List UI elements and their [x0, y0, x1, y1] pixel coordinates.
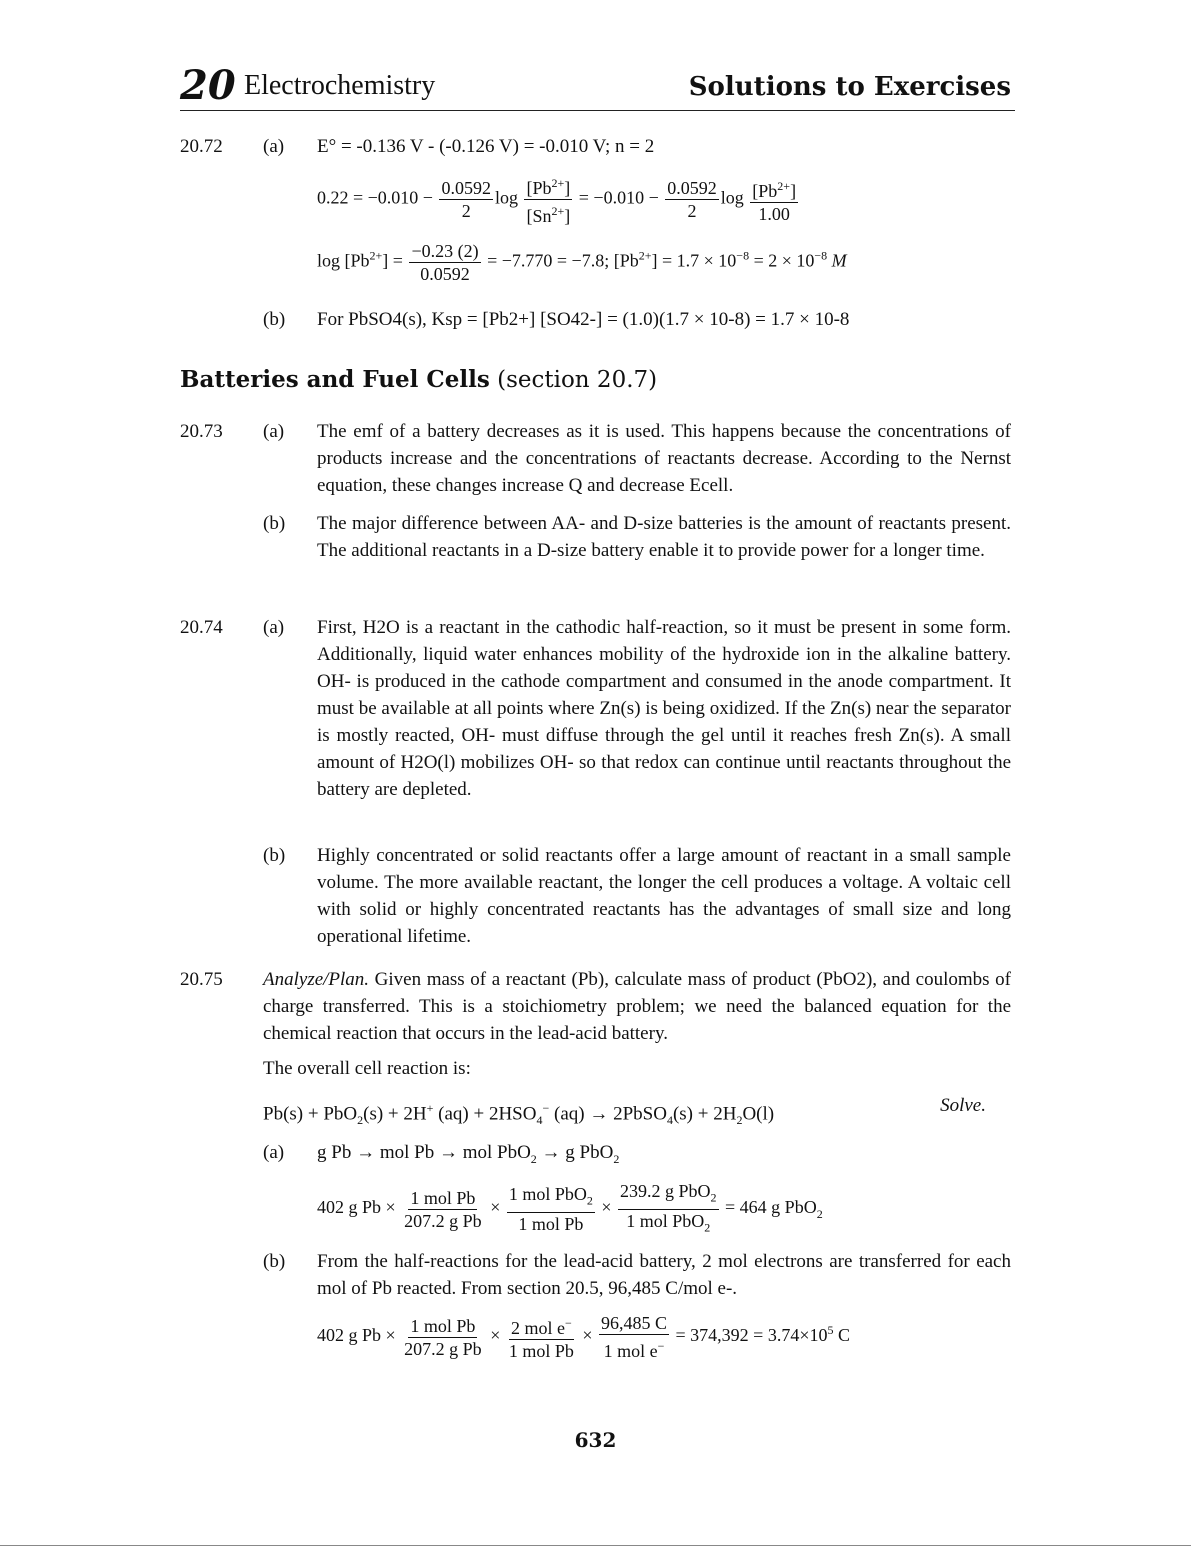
ex-20-75-a-path: g Pb → mol Pb → mol PbO$_2$ → g PbO$_2$	[317, 1142, 620, 1166]
exercise-number: 20.74	[180, 617, 223, 638]
part-label: (a)	[263, 617, 285, 638]
part-label: (a)	[263, 136, 285, 157]
part-label: (b)	[263, 309, 286, 330]
page-number: 632	[574, 1428, 617, 1452]
exercise-number: 20.72	[180, 136, 223, 157]
ex-20-75-b-text: From the half-reactions for the lead-acid battery, 2 mol electrons are transferred for each mol of Pb reacted. From section 20.5, 96,485 C/mol e-.	[317, 1251, 1011, 1299]
part-label: (b)	[263, 513, 286, 534]
solve-label: Solve.	[940, 1095, 986, 1116]
ex-20-74-a-text: First, H2O is a reactant in the cathodic half-reaction, so it must be present in some form. Additionally, liquid water enhances mobility of the hydroxide ion in the alkaline battery. OH- is produced in the cathode compartment and consumed in the anode compartment. It must be available at all points where Zn(s) is being oxidized. If the Zn(s) near the separator is mostly reacted, OH- must diffuse through the gel until it reaches fresh Zn(s). A small amount of H2O(l) mobilizes OH- so that redox can continue until reactants throughout the battery are depleted.	[317, 617, 1011, 800]
part-label: (a)	[263, 1142, 285, 1163]
ex-20-74-b-text: Highly concentrated or solid reactants offer a large amount of reactant in a small sample volume. The more available reactant, the longer the cell produces a voltage. A voltaic cell with solid or highly concentrated reactants has the advantages of small size and long operational lifetime.	[317, 845, 1011, 947]
exercise-number: 20.75	[180, 969, 223, 990]
ex-20-72-a-equation3: $\log [Pb^{2+}]$ = $\frac{-0.23 (2)}{0.0592}$ = −7.770 = −7.8; $[Pb^{2+}] = 1.7 \times 10^{-8} = 2 \times 10^{-8}$ M	[317, 241, 847, 284]
header-rule	[180, 110, 1015, 111]
overall-reaction-label: The overall cell reaction is:	[263, 1058, 471, 1079]
ex-20-75-b-calc: 402 g Pb × $\frac{\text{1 mol Pb}}{\text{207.2 g Pb}}$ × $\frac{2 mol e^-}{\text{1 mol Pb}}$ × $\frac{96,485 C}{1 mol e^-}$ = $374,392 = 3.74\times 10^5$ C	[317, 1313, 851, 1361]
ex-20-72-b-line: For PbSO4(s), Ksp = [Pb2+] [SO42-] = (1.0)(1.7 × 10-8) = 1.7 × 10-8	[317, 309, 850, 330]
section-heading: Batteries and Fuel Cells (section 20.7)	[180, 366, 658, 393]
ex-20-75-a-calc: 402 g Pb × $\frac{\text{1 mol Pb}}{\text{207.2 g Pb}}$ × $\frac{1 mol PbO_2}{\text{1 mol Pb}}$ × $\frac{239.2 g PbO_2}{1 mol PbO_2}$ = 464 g PbO$_2$	[317, 1181, 823, 1235]
bottom-rule	[0, 1545, 1191, 1546]
ex-20-72-a-equation2: 0.22 = −0.010 − $\frac{0.0592}{2}$ log $\frac{[Pb^{2+}]}{[Sn^{2+}]}$ = −0.010 − $\frac{0.0592}{2}$ log $\frac{[Pb^{2+}]}{1.00}$	[317, 172, 800, 227]
header-right-title: Solutions to Exercises	[688, 72, 1011, 102]
part-label: (b)	[263, 845, 286, 866]
exercise-number: 20.73	[180, 421, 223, 442]
part-label: (b)	[263, 1251, 286, 1272]
ex-20-75-intro: Analyze/Plan. Given mass of a reactant (Pb), calculate mass of product (PbO2), and coulombs of charge transferred. This is a stoichiometry problem; we need the balanced equation for the chemical reaction that occurs in the lead-acid battery.	[263, 969, 1011, 1044]
ex-20-73-b-text: The major difference between AA- and D-size batteries is the amount of reactants present. The additional reactants in a D-size battery enable it to provide power for a longer time.	[317, 513, 1011, 561]
ex-20-73-a-text: The emf of a battery decreases as it is used. This happens because the concentrations of products increase and the concentrations of reactants decrease. According to the Nernst equation, these changes increase Q and decrease Ecell.	[317, 421, 1011, 496]
part-label: (a)	[263, 421, 285, 442]
chapter-number: 20	[180, 62, 236, 109]
chapter-title: Electrochemistry	[244, 70, 436, 101]
ex-20-72-a-line1: E° = -0.136 V - (-0.126 V) = -0.010 V; n = 2	[317, 136, 655, 157]
overall-reaction: Pb(s) + PbO$_2$(s) + 2H+ $(aq) + 2HSO_4^-$ (aq) → 2PbSO$_4$(s) + $2H_2O(l)$	[263, 1101, 775, 1128]
